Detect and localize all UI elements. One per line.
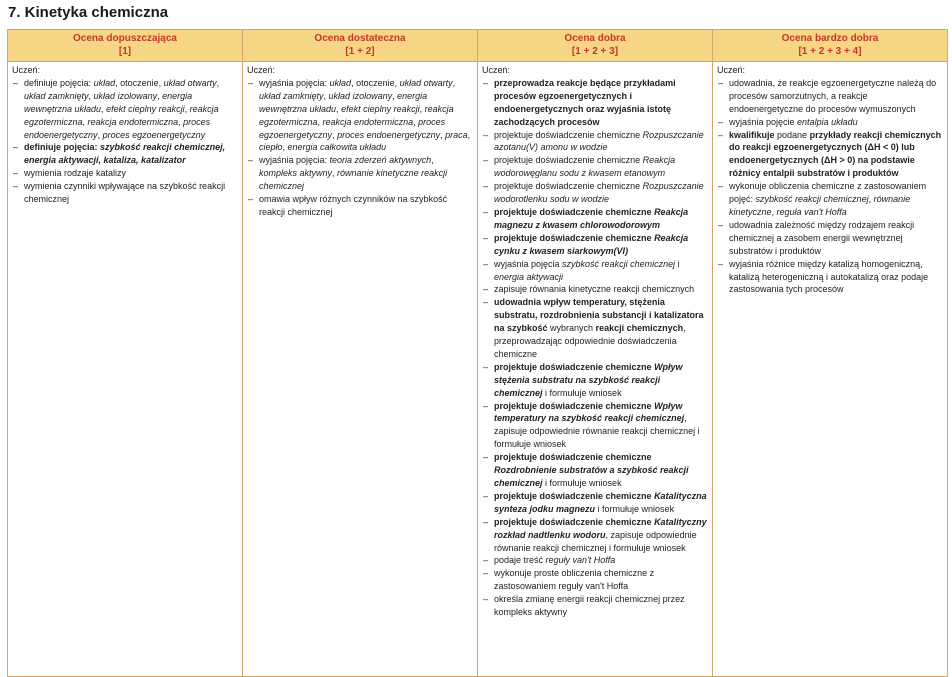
cell-lead: Uczeń: [12,65,41,75]
text-run: , [440,129,446,140]
text-run: projektuje doświadczenie chemiczne [494,361,655,372]
text-run: szybkość reakcji chemicznej [562,258,676,269]
text-run: określa zmianę energii reakcji chemicznej przez kompleks aktywny [494,594,685,618]
text-run: energia wewnętrzna układu [259,90,428,114]
text-run: i formułuje wniosek [542,387,622,398]
text-run: Wpływ stężenia substratu na szybkość reakcji chemicznej [494,361,683,398]
text-run: , zapisuje odpowiednie równanie reakcji chemicznej i formułuje wniosek [494,413,700,450]
text-run: reakcja egzotermiczna [24,103,219,127]
text-run: Reakcja magnezu z kwasem chlorowodorowym [494,206,689,230]
text-run: układ zamknięty [24,90,89,101]
text-run: , [467,129,471,140]
list-item [482,129,708,155]
list-item [482,296,708,361]
text-run: Katalityczna synteza jodku magnezu [494,490,707,514]
text-run: projektuje doświadczenie chemiczne [494,400,655,411]
text-run: proces endoenergetyczny [24,116,211,140]
text-run: efekt cieplny reakcji [341,103,420,114]
column-levels: [1] [118,46,132,57]
text-run: reakcja endotermiczna [87,116,179,127]
column-header-grade-satisfactory [243,30,478,62]
text-run: układ [329,77,352,88]
list-item [482,490,708,516]
text-run: , [157,90,163,101]
text-run: energia całkowita układu [287,142,387,153]
list-item [482,283,708,296]
list-item [717,129,943,181]
page-title: 7. Kinetyka chemiczna [8,4,169,21]
text-run: układ [93,77,116,88]
column-header-grade-very-good [713,30,948,62]
text-run: układ zamknięty [259,90,324,101]
text-run: , otoczenie, [351,77,400,88]
list-item [482,361,708,400]
text-run: projektuje doświadczenie chemiczne [494,490,655,501]
requirements-cell [478,62,713,677]
list-item [12,77,238,142]
text-run: Reakcja cynku z kwasem siarkowym(VI) [494,232,689,256]
requirements-cell [8,62,243,677]
list-item [482,206,708,232]
text-run: udowadnia, że reakcje egzoenergetyczne należą do procesów samorzutnych, a reakcje endoenergetyczne do procesów wymuszonych [729,77,937,114]
text-run: , [88,90,94,101]
text-run: ciepło [259,142,283,153]
text-run: podane [774,129,810,140]
list-item [12,167,238,180]
text-run: , [178,116,184,127]
list-item [482,516,708,555]
text-run: teoria zderzeń aktywnych [329,155,432,166]
requirements-list [717,77,943,296]
text-run: projektuje doświadczenie chemiczne [494,452,652,463]
text-run: wymienia rodzaje katalizy [24,168,127,179]
column-title: Ocena bardzo dobra [781,33,879,44]
text-run: układ izolowany [93,90,158,101]
cell-lead: Uczeń: [717,65,746,75]
requirements-cell [713,62,948,677]
text-run: , [431,155,434,166]
column-levels: [1 + 2 + 3 + 4] [798,46,862,57]
text-run: , [419,103,425,114]
text-run: wyjaśnia różnice między katalizą homogeniczną, katalizą heterogeniczną i autokatalizą oraz podaje zastosowania tych procesów [729,258,929,295]
text-run: układ otwarty [399,77,453,88]
text-run: , otoczenie, [115,77,164,88]
list-item [482,554,708,567]
text-run: i [675,258,680,269]
text-run: wymienia czynniki wpływające na szybkość reakcji chemicznej [24,181,226,205]
text-run: praca [445,129,468,140]
text-run: projektuje doświadczenie chemiczne [494,129,643,140]
text-run: szybkość reakcji chemicznej [755,194,869,205]
text-run: podaje treść [494,555,546,566]
text-run: , [282,142,288,153]
column-levels: [1 + 2] [345,46,375,57]
text-run: omawia wpływ różnych czynników na szybkość reakcji chemicznej [259,194,448,217]
column-title: Ocena dopuszczająca [73,33,177,44]
text-run: Reakcja wodorowęglanu sodu z kwasem etanowym [494,155,676,179]
text-run: równanie kinetyczne [729,194,911,217]
text-run: proces egzoenergetyczny [102,129,206,140]
text-run: , [332,168,338,179]
list-item [12,180,238,206]
text-run: kompleks aktywny [259,168,333,179]
text-run: układ otwarty [163,77,217,88]
list-item [482,258,708,284]
text-run: wykonuje proste obliczenia chemiczne z zastosowaniem reguły van't Hoffa [494,568,655,592]
text-run: udowadnia zależność między rodzajem reakcji chemicznej a zasobem energii wewnętrznej substratów i produktów [729,219,915,256]
text-run: projektuje doświadczenie chemiczne [494,516,655,527]
requirements-list [482,77,708,619]
list-item [482,567,708,593]
text-run: , [868,194,874,205]
text-run: reguła van't Hoffa [776,206,847,217]
text-run: projektuje doświadczenie chemiczne [494,206,655,217]
text-run: projektuje doświadczenie chemiczne [494,232,655,243]
text-run: równanie kinetyczne reakcji chemicznej [259,168,448,192]
text-run: reakcja endotermiczna [322,116,414,127]
column-header-grade-good [478,30,713,62]
text-run: szybkość reakcji chemicznej, energia aktywacji, kataliza, katalizator [24,142,226,166]
requirements-cell [243,62,478,677]
text-run: , [97,129,103,140]
text-run: energia wewnętrzna układu [24,90,193,114]
list-item [717,77,943,116]
text-run: , [336,103,342,114]
text-run: wyjaśnia pojęcia [494,258,563,269]
text-run: reakcja egzotermiczna [259,103,454,127]
text-run: przykłady reakcji chemicznych do reakcji egzoenergetycznych (ΔH < 0) lub endoenergetycznych (ΔH > 0) na podstawie różnicy entalpii substratów i produktów [729,129,942,179]
text-run: reguły van't Hoffa [545,555,616,566]
header-row [8,30,948,62]
list-item [247,193,473,219]
text-run: , [216,77,220,88]
text-run: przeprowadza reakcje będące przykładami procesów egzoenergetycznych i endoenergetycznych oraz wyjaśnia istotę zachodzących procesów [494,77,676,127]
column-header-grade-sufficient [8,30,243,62]
text-run: , [184,103,190,114]
text-run: projektuje doświadczenie chemiczne [494,181,643,192]
text-run: Rozpuszczanie azotanu(V) amonu w wodzie [494,129,704,153]
text-run: wyjaśnia pojęcia: [259,77,330,88]
text-run: , [323,90,329,101]
text-run: i formułuje wniosek [595,503,675,514]
text-run: projektuje doświadczenie chemiczne [494,155,643,166]
text-run: definiuje pojęcia: [24,142,101,153]
table-header [8,30,948,62]
list-item [717,116,943,129]
text-run: proces egzoenergetyczny [259,116,446,140]
list-item [482,77,708,129]
list-item [717,258,943,297]
text-run: , zapisuje odpowiednie równanie reakcji chemicznej i formułuje wniosek [494,529,697,553]
column-title: Ocena dobra [564,33,626,44]
text-run: reakcji chemicznych [595,323,684,334]
text-run: proces endoenergetyczny [337,129,441,140]
text-run: , [332,129,338,140]
text-run: Rozpuszczanie wodorotlenku sodu w wodzie [494,181,704,205]
list-item [482,451,708,490]
text-run: Wpływ temperatury na szybkość reakcji chemicznej [494,400,685,424]
text-run: zapisuje równania kinetyczne reakcji chemicznych [494,284,695,295]
text-run: wybranych [547,323,596,334]
text-run: Rozdrobnienie substratów a szybkość reakcji chemicznej [494,465,689,488]
cell-lead: Uczeń: [482,65,511,75]
text-run: , [452,77,456,88]
list-item [482,593,708,619]
column-levels: [1 + 2 + 3] [571,46,619,57]
list-item [482,154,708,180]
text-run: udowadnia wpływ temperatury, stężenia substratu, rozdrobnienia substancji i katalizatora na szybkość [494,297,704,334]
requirements-row [8,62,948,677]
list-item [247,77,473,154]
list-item [717,219,943,258]
text-run: Katalityczny rozkład nadtlenku wodoru [494,516,707,540]
text-run: , [392,90,398,101]
requirements-list [247,77,473,219]
text-run: entalpia układu [797,116,858,127]
text-run: wyjaśnia pojęcia: [259,155,330,166]
text-run: wykonuje obliczenia chemiczne z zastosowaniem pojęć: [729,181,927,205]
text-run: , [413,116,419,127]
list-item [482,400,708,452]
text-run: , [771,206,777,217]
list-item [12,141,238,167]
text-run: , [101,103,107,114]
text-run: układ izolowany [328,90,393,101]
text-run: , [317,116,323,127]
list-item [482,232,708,258]
grading-criteria-table [7,29,948,677]
text-run: i formułuje wniosek [542,478,622,488]
list-item [717,180,943,219]
cell-lead: Uczeń: [247,65,276,75]
requirements-list [12,77,238,206]
table-body [8,62,948,677]
text-run: efekt cieplny reakcji [106,103,185,114]
list-item [482,180,708,206]
list-item [247,154,473,193]
text-run: definiuje pojęcia: [24,77,94,88]
text-run: , [82,116,88,127]
text-run: energia aktywacji [494,271,564,282]
text-run: , przeprowadzając odpowiednie doświadczenia chemiczne [494,323,686,359]
column-title: Ocena dostateczna [314,33,406,44]
text-run: kwalifikuje [729,129,775,140]
text-run: wyjaśnia pojęcie [729,116,798,127]
